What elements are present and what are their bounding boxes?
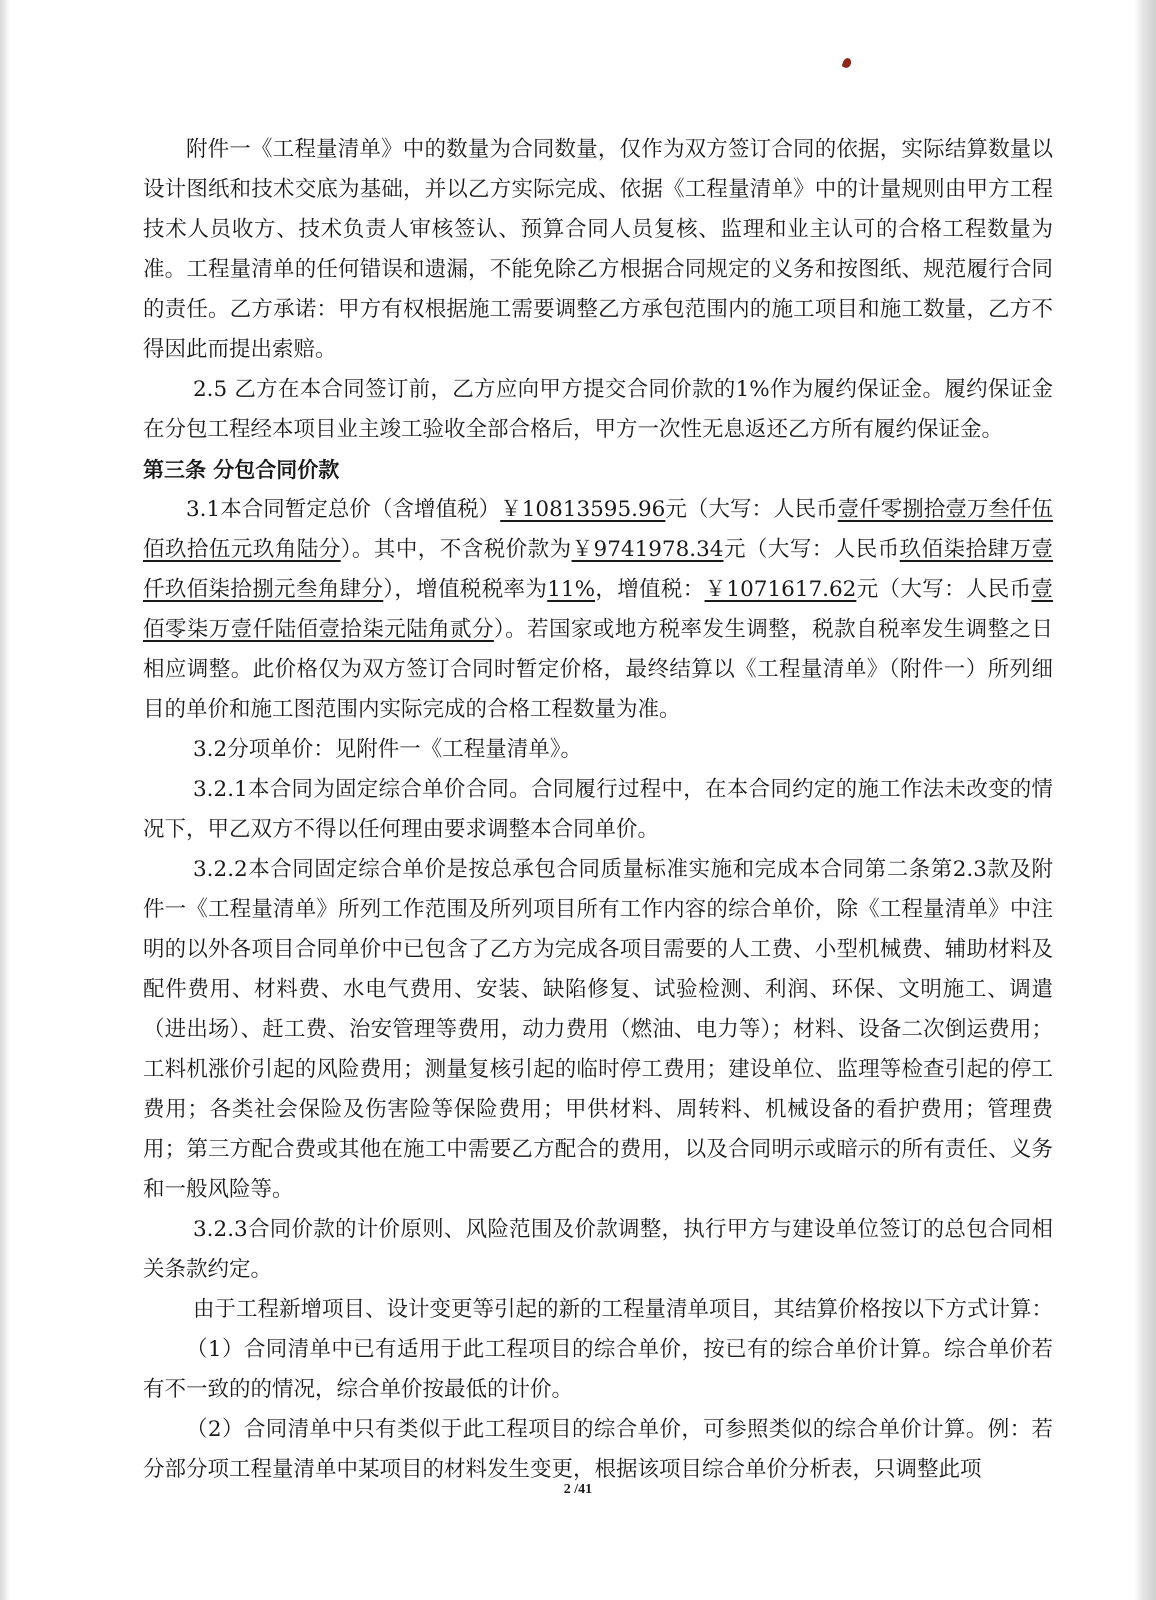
paragraph-item-2: （2）合同清单中只有类似于此工程项目的综合单价，可参照类似的综合单价计算。例：若分部分项工程量清单中某项目的材料发生变更，根据该项目综合单价分析表，只调整此项 bbox=[143, 1417, 1053, 1482]
paragraph-bill-quantities: 附件一《工程量清单》中的数量为合同数量，仅作为双方签订合同的依据，实际结算数量以设计图纸和技术交底为基础，并以乙方实际完成、依据《工程量清单》中的计量规则由甲方工程技术人员收方、技术负责人审核签认、预算合同人员复核、监理和业主认可的合格工程数量为准。工程量清单的任何错误和遗漏，不能免除乙方根据合同规定的义务和按图纸、规范履行合同的责任。乙方承诺：甲方有权根据施工需要调整乙方承包范围内的施工项目和施工数量，乙方不得因此而提出索赔。 bbox=[143, 137, 1053, 362]
pretax-price-words: 玖佰柒拾肆万壹仟玖佰柒拾捌元叁角肆分 bbox=[143, 537, 1053, 602]
tax-rate: 11% bbox=[547, 577, 596, 602]
text-3-1-h: ）。若国家或地方税率发生调整，税款自税率发生调整之日相应调整。此价格仅为双方签订合同时暂定价格，最终结算以《工程量清单》（附件一）所列细目的单价和施工图范围内实际完成的合格工程数量为准。 bbox=[143, 617, 1053, 722]
total-price: ￥10813595.96 bbox=[500, 497, 666, 522]
vat-amount: ￥1071617.62 bbox=[704, 577, 857, 602]
paragraph-3-2-2: 3.2.2本合同固定综合单价是按总承包合同质量标准实施和完成本合同第二条第2.3款及附件一《工程量清单》所列工作范围及所列项目所有工作内容的综合单价，除《工程量清单》中注明的以外各项目合同单价中已包含了乙方为完成各项目需要的人工费、小型机械费、辅助材料及配件费用、材料费、水电气费用、安装、缺陷修复、试验检测、利润、环保、文明施工、调遣（进出场）、赶工费、治安管理等费用，动力费用（燃油、电力等）；材料、设备二次倒运费用；工料机涨价引起的风险费用；测量复核引起的临时停工费用；建设单位、监理等检查引起的停工费用；各类社会保险及伤害险等保险费用；甲供材料、周转料、机械设备的看护费用；管理费用；第三方配合费或其他在施工中需要乙方配合的费用，以及合同明示或暗示的所有责任、义务和一般风险等。 bbox=[143, 857, 1053, 1202]
text-3-1-a: 3.1本合同暂定总价（含增值税） bbox=[186, 497, 501, 522]
text-3-1-d: 元（大写：人民币 bbox=[723, 537, 900, 562]
paragraph-item-1: （1）合同清单中已有适用于此工程项目的综合单价，按已有的综合单价计算。综合单价若有不一致的的情况，综合单价按最低的计价。 bbox=[143, 1337, 1053, 1402]
vat-amount-words: 壹佰零柒万壹仟陆佰壹拾柒元陆角贰分 bbox=[143, 577, 1053, 642]
pretax-price: ￥9741978.34 bbox=[571, 537, 724, 562]
document-body bbox=[143, 130, 1053, 1490]
paragraph-3-2-1: 3.2.1本合同为固定综合单价合同。合同履行过程中，在本合同约定的施工作法未改变的情况下，甲乙双方不得以任何理由要求调整本合同单价。 bbox=[143, 777, 1053, 842]
text-3-1-c: ）。其中，不含税价款为 bbox=[340, 537, 572, 562]
text-3-1-b: 元（大写：人民币 bbox=[665, 497, 838, 522]
total-price-words: 壹仟零捌拾壹万叁仟伍佰玖拾伍元玖角陆分 bbox=[143, 497, 1053, 562]
paragraph-3-2: 3.2分项单价：见附件一《工程量清单》。 bbox=[193, 737, 582, 762]
text-3-1-g: 元（大写：人民币 bbox=[856, 577, 1032, 602]
section-heading-3: 第三条 分包合同价款 bbox=[143, 458, 340, 482]
paragraph-2-5: 2.5 乙方在本合同签订前，乙方应向甲方提交合同价款的1%作为履约保证金。履约保证金在分包工程经本项目业主竣工验收全部合格后，甲方一次性无息返还乙方所有履约保证金。 bbox=[143, 377, 1053, 442]
paragraph-new-items: 由于工程新增项目、设计变更等引起的新的工程量清单项目，其结算价格按以下方式计算： bbox=[193, 1297, 1054, 1322]
text-3-1-f: ，增值税： bbox=[595, 577, 705, 602]
ink-mark bbox=[842, 57, 853, 69]
scan-left-edge bbox=[0, 0, 10, 1600]
text-3-1-e: ），增值税税率为 bbox=[383, 577, 548, 602]
paragraph-3-1 bbox=[143, 490, 1053, 730]
paragraph-3-2-3: 3.2.3合同价款的计价原则、风险范围及价款调整，执行甲方与建设单位签订的总包合同相关条款约定。 bbox=[143, 1217, 1053, 1282]
page-number: 2 /41 bbox=[563, 1482, 593, 1497]
scan-right-edge bbox=[1134, 0, 1156, 1600]
